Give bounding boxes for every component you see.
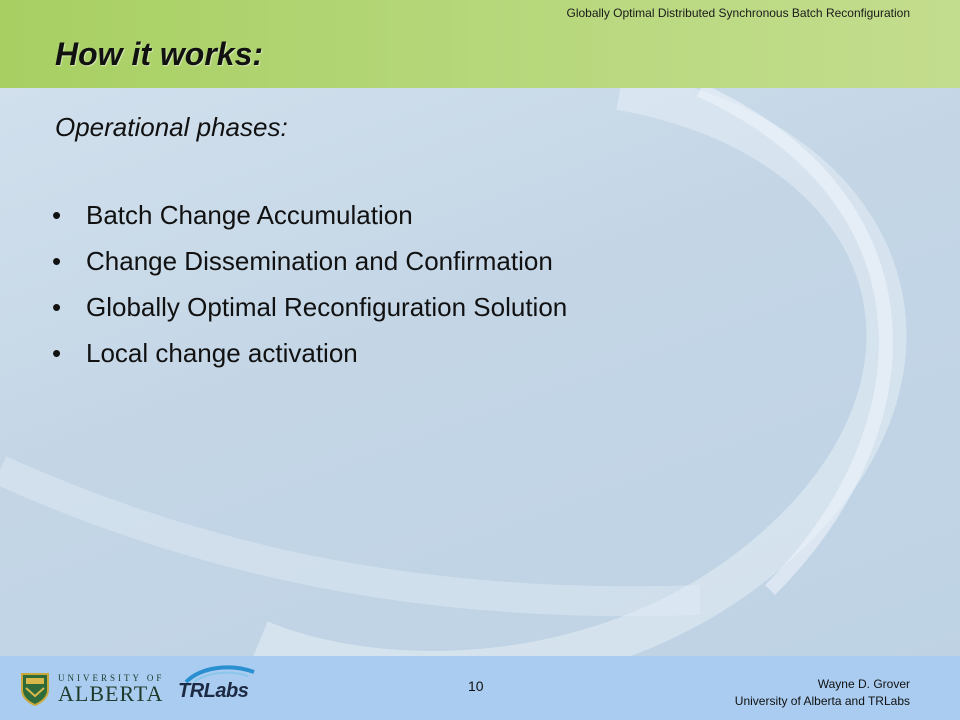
bullet-glyph: • (52, 200, 62, 230)
bullet-item (52, 338, 567, 384)
author-block (735, 676, 910, 710)
author-affiliation: University of Alberta and TRLabs (734, 694, 910, 708)
bullet-glyph: • (52, 246, 62, 276)
logo-ua-big-text: ALBERTA (58, 681, 164, 706)
bullet-item (52, 292, 567, 338)
bullet-text: Local change activation (86, 338, 358, 368)
header-caption: Globally Optimal Distributed Synchronous Batch Reconfiguration (566, 6, 910, 20)
logo-ua-small-text: UNIVERSITY OF (58, 673, 165, 683)
university-crest-icon (20, 672, 50, 706)
university-of-alberta-logo (58, 671, 168, 707)
slide-subtitle: Operational phases: (55, 112, 288, 142)
logo-tr-text: TRLabs (178, 680, 249, 702)
bullet-item (52, 200, 567, 246)
page-number: 10 (468, 678, 484, 694)
bullet-glyph: • (52, 338, 62, 368)
slide-title: How it works: (55, 36, 264, 72)
bullet-text: Globally Optimal Reconfiguration Solution (86, 292, 568, 322)
bullet-item (52, 246, 567, 292)
bullet-glyph: • (52, 292, 62, 322)
bullet-text: Batch Change Accumulation (86, 200, 413, 230)
trlabs-logo (178, 664, 258, 706)
bullet-list (52, 200, 567, 384)
bullet-text: Change Dissemination and Confirmation (86, 246, 553, 276)
author-name: Wayne D. Grover (817, 677, 910, 691)
